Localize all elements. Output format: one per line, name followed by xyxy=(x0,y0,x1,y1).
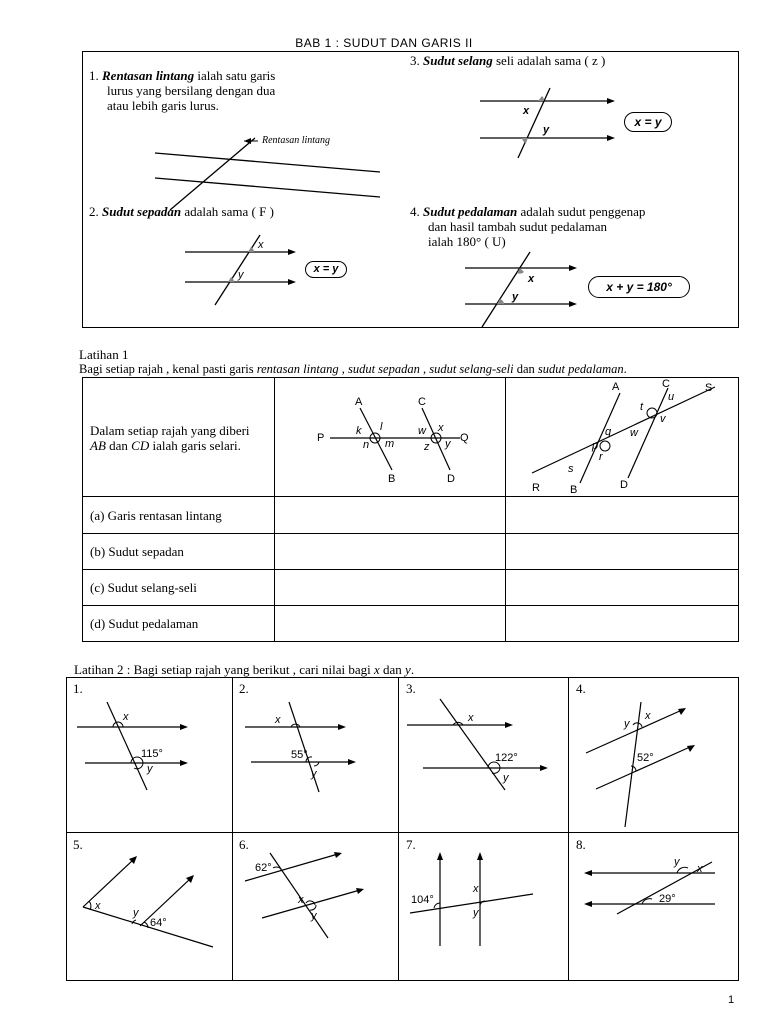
latihan1-figure-1 xyxy=(300,390,490,490)
angle-label: 52° xyxy=(637,752,654,764)
svg-text:x: x xyxy=(528,273,535,285)
formula-sepadan: x = y xyxy=(305,261,347,278)
problem-2-figure xyxy=(243,700,393,795)
svg-text:y: y xyxy=(543,124,550,136)
svg-text:w: w xyxy=(418,425,426,437)
latihan1-instruction: Bagi setiap rajah , kenal pasti garis rentasan lintang , sudut sepadan , sudut selang-seli dan sudut pedalaman. xyxy=(79,362,627,376)
svg-text:x: x xyxy=(123,711,129,723)
label-rentasan-lintang: Rentasan lintang xyxy=(262,135,331,146)
problem-number: 3. xyxy=(406,681,416,696)
svg-text:x: x xyxy=(473,883,479,895)
angle-label: 115° xyxy=(141,748,163,760)
table-divider xyxy=(505,377,506,642)
page-number: 1 xyxy=(728,994,735,1006)
term-sudut-selang: Sudut selang xyxy=(423,53,493,68)
table-divider xyxy=(274,377,275,642)
table-divider xyxy=(66,832,739,833)
table-row-label: (a) Garis rentasan lintang xyxy=(90,508,222,523)
problem-number: 6. xyxy=(239,837,249,852)
problem-3-figure xyxy=(405,697,560,792)
svg-text:x: x xyxy=(258,239,264,251)
table-divider xyxy=(232,677,233,981)
svg-text:B: B xyxy=(570,484,578,496)
svg-text:C: C xyxy=(418,396,426,408)
page-title: BAB 1 : SUDUT DAN GARIS II xyxy=(295,36,473,50)
svg-text:S: S xyxy=(705,382,713,394)
table-divider xyxy=(82,533,739,534)
svg-text:Q: Q xyxy=(460,432,469,444)
table-divider xyxy=(568,677,569,981)
svg-text:q: q xyxy=(605,426,612,438)
angle-label: 122° xyxy=(495,752,518,764)
svg-text:y: y xyxy=(473,907,479,919)
table-row-label: (c) Sudut selang-seli xyxy=(90,580,197,595)
problem-number: 7. xyxy=(406,837,416,852)
intro-item-3: 3. Sudut selang seli adalah sama ( z ) xyxy=(410,53,606,68)
problem-8-figure xyxy=(577,852,737,932)
svg-text:B: B xyxy=(388,473,396,485)
svg-text:x: x xyxy=(645,710,651,722)
svg-text:s: s xyxy=(568,463,574,475)
svg-text:A: A xyxy=(612,381,620,393)
angle-label: 62° xyxy=(255,862,272,874)
problem-4-figure xyxy=(578,697,733,827)
problem-number: 4. xyxy=(576,681,586,696)
latihan1-heading: Latihan 1 xyxy=(79,347,129,362)
term-sudut-pedalaman: Sudut pedalaman xyxy=(423,204,518,219)
latihan1-given: Dalam setiap rajah yang diberi AB dan CD ialah garis selari. xyxy=(90,423,250,453)
svg-text:y: y xyxy=(674,856,680,868)
figure-sudut-sepadan xyxy=(180,230,300,305)
svg-text:x: x xyxy=(697,863,703,875)
svg-text:y: y xyxy=(512,291,519,303)
svg-text:y: y xyxy=(238,269,244,281)
svg-text:t: t xyxy=(640,401,644,413)
svg-text:x: x xyxy=(523,105,530,117)
svg-text:y: y xyxy=(311,768,317,780)
table-row-label: (b) Sudut sepadan xyxy=(90,544,184,559)
svg-text:y: y xyxy=(445,438,451,450)
svg-text:y: y xyxy=(311,910,317,922)
svg-text:r: r xyxy=(599,451,603,463)
svg-text:D: D xyxy=(447,473,455,485)
angle-label: 55° xyxy=(291,749,308,761)
intro-item-2: 2. Sudut sepadan adalah sama ( F ) xyxy=(89,204,274,219)
svg-text:A: A xyxy=(355,396,363,408)
problem-number: 2. xyxy=(239,681,249,696)
svg-text:R: R xyxy=(532,482,540,494)
figure-sudut-selang xyxy=(475,88,620,158)
latihan2-heading: Latihan 2 : Bagi setiap rajah yang berikut , cari nilai bagi x dan y. xyxy=(74,662,415,677)
problem-6-figure xyxy=(240,848,395,938)
problem-5-figure xyxy=(78,852,228,952)
table-divider xyxy=(398,677,399,981)
formula-selang: x = y xyxy=(624,112,672,132)
svg-text:x: x xyxy=(95,900,101,912)
svg-text:y: y xyxy=(133,907,139,919)
svg-text:m: m xyxy=(385,438,395,450)
table-row-label: (d) Sudut pedalaman xyxy=(90,616,199,631)
formula-pedalaman: x + y = 180° xyxy=(588,276,690,298)
svg-text:p: p xyxy=(592,440,599,452)
svg-text:z: z xyxy=(424,441,430,453)
figure-rentasan-lintang xyxy=(140,130,370,210)
intro-item-4: 4. Sudut pedalaman adalah sudut penggenap dan hasil tambah sudut pedalaman ialah 180° ( U) xyxy=(410,204,646,249)
svg-text:y: y xyxy=(624,718,630,730)
svg-text:D: D xyxy=(620,479,628,491)
problem-7-figure xyxy=(405,848,560,948)
angle-label: 104° xyxy=(411,894,434,906)
svg-text:x: x xyxy=(275,714,281,726)
table-divider xyxy=(82,496,739,497)
svg-text:x: x xyxy=(468,712,474,724)
svg-text:C: C xyxy=(662,378,670,390)
svg-text:y: y xyxy=(147,763,153,775)
table-divider xyxy=(82,605,739,606)
problem-number: 1. xyxy=(73,681,83,696)
svg-text:v: v xyxy=(660,413,666,425)
angle-label: 64° xyxy=(150,917,167,929)
problem-number: 5. xyxy=(73,837,83,852)
intro-item-1: 1. Rentasan lintang ialah satu garis lurus yang bersilang dengan dua atau lebih garis lurus. xyxy=(89,68,276,113)
problem-number: 8. xyxy=(576,837,586,852)
svg-text:P: P xyxy=(317,432,325,444)
problem-1-figure xyxy=(75,700,225,795)
term-rentasan-lintang: Rentasan lintang xyxy=(102,68,195,83)
term-sudut-sepadan: Sudut sepadan xyxy=(102,204,182,219)
svg-text:x: x xyxy=(438,422,444,434)
svg-text:n: n xyxy=(363,439,370,451)
angle-label: 29° xyxy=(659,893,676,905)
table-divider xyxy=(82,569,739,570)
svg-text:k: k xyxy=(356,425,362,437)
svg-text:x: x xyxy=(298,894,304,906)
svg-text:l: l xyxy=(380,421,383,433)
svg-text:w: w xyxy=(630,427,638,439)
svg-text:y: y xyxy=(503,772,509,784)
svg-text:u: u xyxy=(668,391,675,403)
figure-sudut-pedalaman xyxy=(460,252,580,327)
latihan1-figure-2 xyxy=(520,378,735,496)
